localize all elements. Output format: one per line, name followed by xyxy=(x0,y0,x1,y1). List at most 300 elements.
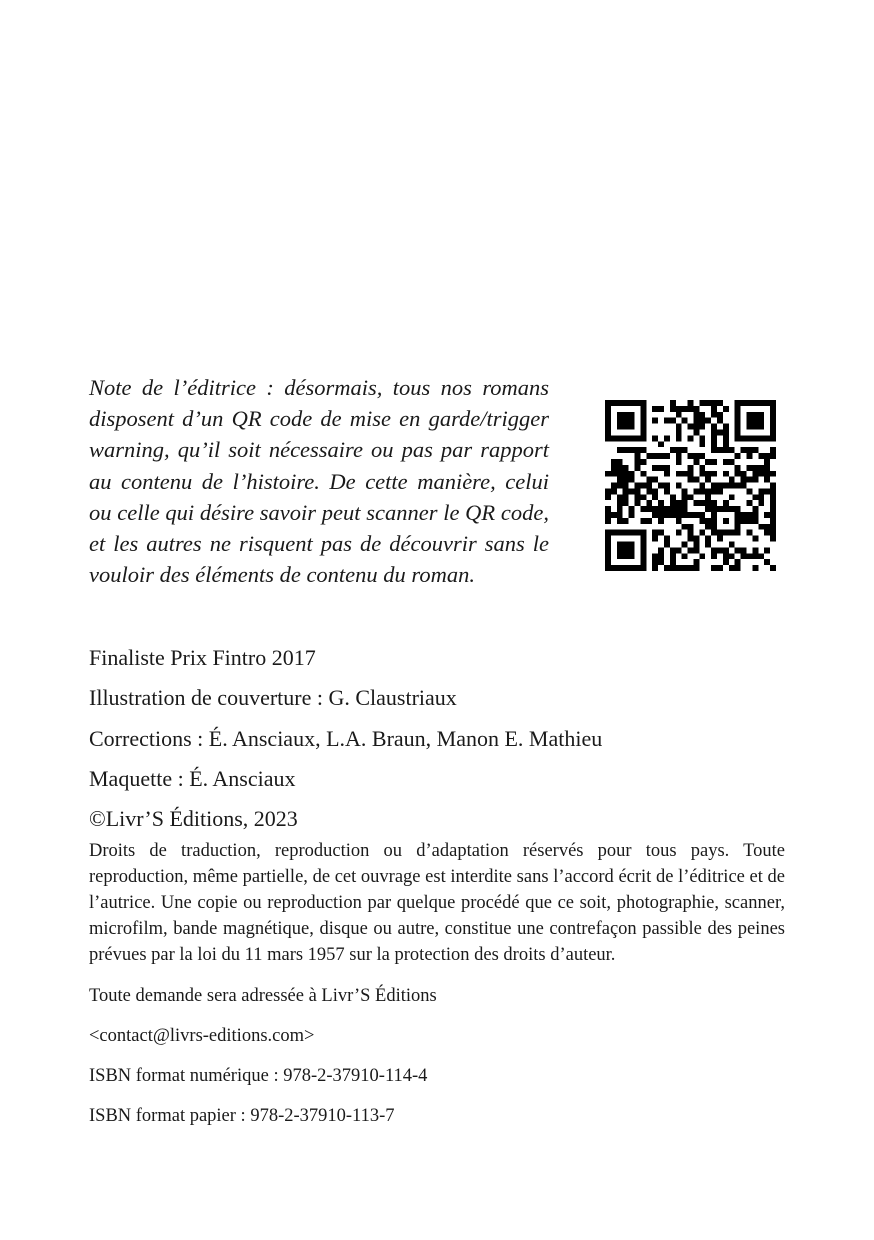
qr-module xyxy=(747,512,753,518)
qr-module xyxy=(717,547,723,553)
qr-module xyxy=(629,542,635,548)
qr-module xyxy=(770,524,776,530)
qr-module xyxy=(617,506,623,512)
qr-module xyxy=(741,512,747,518)
qr-module xyxy=(617,512,623,518)
qr-module xyxy=(617,418,623,424)
qr-module xyxy=(747,412,753,418)
qr-module xyxy=(605,536,611,542)
qr-module xyxy=(705,536,711,542)
qr-module xyxy=(747,447,753,453)
qr-module xyxy=(658,453,664,459)
qr-module xyxy=(623,488,629,494)
qr-module xyxy=(747,453,753,459)
qr-module xyxy=(676,500,682,506)
qr-module xyxy=(617,400,623,406)
qr-module xyxy=(723,530,729,536)
qr-module xyxy=(688,465,694,471)
qr-module xyxy=(747,400,753,406)
qr-module xyxy=(676,429,682,435)
qr-module xyxy=(605,471,611,477)
qr-module xyxy=(729,530,735,536)
qr-module xyxy=(617,494,623,500)
qr-module xyxy=(605,512,611,518)
qr-module xyxy=(682,494,688,500)
qr-module xyxy=(617,530,623,536)
qr-module xyxy=(699,441,705,447)
qr-module xyxy=(699,424,705,430)
qr-module xyxy=(611,435,617,441)
qr-module xyxy=(658,512,664,518)
qr-module xyxy=(605,488,611,494)
qr-module xyxy=(634,530,640,536)
qr-module xyxy=(764,435,770,441)
qr-module xyxy=(629,506,635,512)
qr-module xyxy=(711,412,717,418)
qr-module xyxy=(705,542,711,548)
qr-module xyxy=(758,453,764,459)
qr-module xyxy=(682,506,688,512)
qr-module xyxy=(693,565,699,571)
qr-module xyxy=(670,512,676,518)
qr-module xyxy=(640,536,646,542)
qr-module xyxy=(640,435,646,441)
qr-module xyxy=(711,547,717,553)
qr-module xyxy=(682,447,688,453)
qr-module xyxy=(623,565,629,571)
qr-module xyxy=(699,512,705,518)
qr-module xyxy=(735,406,741,412)
qr-module xyxy=(735,418,741,424)
qr-module xyxy=(699,530,705,536)
qr-module xyxy=(699,471,705,477)
qr-module xyxy=(652,435,658,441)
qr-module xyxy=(752,536,758,542)
qr-module xyxy=(735,506,741,512)
qr-module xyxy=(770,530,776,536)
qr-module xyxy=(605,530,611,536)
qr-module xyxy=(735,471,741,477)
qr-module xyxy=(611,565,617,571)
qr-module xyxy=(676,459,682,465)
qr-module xyxy=(735,530,741,536)
qr-module xyxy=(688,435,694,441)
qr-module xyxy=(752,565,758,571)
qr-module xyxy=(770,400,776,406)
qr-module xyxy=(770,453,776,459)
qr-module xyxy=(629,447,635,453)
qr-module xyxy=(629,488,635,494)
qr-module xyxy=(735,518,741,524)
qr-module xyxy=(676,412,682,418)
qr-module xyxy=(770,536,776,542)
qr-module xyxy=(688,406,694,412)
qr-module xyxy=(676,424,682,430)
qr-module xyxy=(723,435,729,441)
qr-module xyxy=(617,518,623,524)
qr-module xyxy=(693,424,699,430)
qr-module xyxy=(652,512,658,518)
qr-module xyxy=(699,400,705,406)
qr-module xyxy=(670,506,676,512)
qr-module xyxy=(723,500,729,506)
qr-module xyxy=(605,494,611,500)
qr-module xyxy=(752,424,758,430)
request-line: Toute demande sera adressée à Livr’S Éditions xyxy=(89,986,437,1006)
qr-module xyxy=(640,429,646,435)
qr-module xyxy=(747,477,753,483)
qr-module xyxy=(664,536,670,542)
qr-module xyxy=(693,542,699,548)
qr-module xyxy=(770,418,776,424)
qr-module xyxy=(770,412,776,418)
qr-module xyxy=(735,429,741,435)
qr-module xyxy=(764,453,770,459)
qr-module xyxy=(729,447,735,453)
qr-module xyxy=(747,488,753,494)
qr-module xyxy=(617,565,623,571)
qr-module xyxy=(741,477,747,483)
qr-module xyxy=(611,530,617,536)
qr-module xyxy=(752,435,758,441)
qr-module xyxy=(699,553,705,559)
qr-module xyxy=(664,435,670,441)
qr-module xyxy=(670,418,676,424)
qr-module xyxy=(688,512,694,518)
qr-module xyxy=(747,553,753,559)
qr-module xyxy=(711,506,717,512)
qr-module xyxy=(735,400,741,406)
qr-module xyxy=(640,400,646,406)
qr-module xyxy=(764,465,770,471)
qr-module xyxy=(723,424,729,430)
qr-module xyxy=(717,483,723,489)
qr-module xyxy=(634,435,640,441)
qr-module xyxy=(682,418,688,424)
qr-module xyxy=(735,565,741,571)
qr-module xyxy=(729,565,735,571)
qr-module xyxy=(658,518,664,524)
qr-module xyxy=(699,418,705,424)
qr-module xyxy=(670,565,676,571)
qr-module xyxy=(741,553,747,559)
qr-module xyxy=(752,512,758,518)
qr-module xyxy=(717,506,723,512)
qr-module xyxy=(764,524,770,530)
qr-module xyxy=(764,547,770,553)
qr-module xyxy=(752,447,758,453)
qr-module xyxy=(623,500,629,506)
qr-module xyxy=(634,488,640,494)
qr-module xyxy=(611,512,617,518)
qr-module xyxy=(747,435,753,441)
qr-module xyxy=(676,547,682,553)
qr-module xyxy=(699,412,705,418)
qr-module xyxy=(676,453,682,459)
qr-module xyxy=(640,547,646,553)
qr-module xyxy=(605,542,611,548)
qr-module xyxy=(658,553,664,559)
qr-module xyxy=(752,477,758,483)
qr-module xyxy=(693,406,699,412)
copyright-line: ©Livr’S Éditions, 2023 xyxy=(89,806,298,832)
qr-module xyxy=(688,477,694,483)
qr-module xyxy=(688,400,694,406)
qr-module xyxy=(605,424,611,430)
qr-module xyxy=(640,412,646,418)
award-line: Finaliste Prix Fintro 2017 xyxy=(89,645,316,670)
qr-module xyxy=(723,518,729,524)
qr-module xyxy=(758,412,764,418)
corrections-line: Corrections : É. Ansciaux, L.A. Braun, Manon E. Mathieu xyxy=(89,725,603,751)
isbn-digital-line: ISBN format numérique : 978-2-37910-114-4 xyxy=(89,1066,428,1086)
qr-module xyxy=(699,500,705,506)
qr-module xyxy=(658,441,664,447)
qr-module xyxy=(682,542,688,548)
qr-module xyxy=(652,553,658,559)
qr-module xyxy=(711,524,717,530)
qr-module xyxy=(629,471,635,477)
qr-module xyxy=(623,424,629,430)
qr-module xyxy=(629,565,635,571)
qr-module xyxy=(711,471,717,477)
qr-module xyxy=(676,506,682,512)
qr-module xyxy=(629,530,635,536)
qr-module xyxy=(652,418,658,424)
qr-module xyxy=(617,542,623,548)
qr-module xyxy=(658,530,664,536)
qr-module xyxy=(752,412,758,418)
qr-module xyxy=(623,483,629,489)
qr-module xyxy=(711,441,717,447)
qr-module xyxy=(676,471,682,477)
qr-module xyxy=(617,471,623,477)
qr-module xyxy=(623,542,629,548)
qr-module xyxy=(623,494,629,500)
qr-module xyxy=(735,559,741,565)
qr-module xyxy=(640,530,646,536)
cover-illustration-line: Illustration de couverture : G. Claustriaux xyxy=(89,685,457,711)
qr-module xyxy=(634,400,640,406)
qr-module xyxy=(729,459,735,465)
qr-module xyxy=(699,435,705,441)
qr-module xyxy=(670,494,676,500)
qr-module xyxy=(676,435,682,441)
qr-module xyxy=(652,453,658,459)
qr-module xyxy=(664,565,670,571)
qr-module xyxy=(676,530,682,536)
qr-module xyxy=(682,512,688,518)
qr-module xyxy=(623,412,629,418)
qr-module xyxy=(617,483,623,489)
qr-module xyxy=(611,465,617,471)
qr-module xyxy=(634,500,640,506)
qr-module xyxy=(770,429,776,435)
qr-module xyxy=(764,512,770,518)
qr-module xyxy=(605,400,611,406)
qr-module xyxy=(623,471,629,477)
qr-module xyxy=(693,453,699,459)
qr-module xyxy=(717,412,723,418)
qr-module xyxy=(658,506,664,512)
qr-module xyxy=(711,406,717,412)
qr-module xyxy=(717,536,723,542)
qr-module xyxy=(729,553,735,559)
qr-module xyxy=(617,447,623,453)
qr-module xyxy=(611,488,617,494)
qr-module xyxy=(682,406,688,412)
qr-module xyxy=(652,506,658,512)
qr-module xyxy=(752,553,758,559)
qr-module xyxy=(658,406,664,412)
qr-module xyxy=(770,494,776,500)
qr-module xyxy=(629,477,635,483)
qr-module xyxy=(717,400,723,406)
qr-module xyxy=(688,471,694,477)
qr-module xyxy=(640,471,646,477)
qr-module xyxy=(688,453,694,459)
qr-module xyxy=(705,459,711,465)
qr-module xyxy=(711,500,717,506)
qr-module xyxy=(646,500,652,506)
qr-module xyxy=(629,424,635,430)
qr-module xyxy=(705,518,711,524)
qr-module xyxy=(705,524,711,530)
qr-module xyxy=(611,483,617,489)
qr-module xyxy=(617,435,623,441)
qr-module xyxy=(693,412,699,418)
qr-module xyxy=(670,447,676,453)
qr-module xyxy=(699,453,705,459)
qr-module xyxy=(623,553,629,559)
qr-module xyxy=(640,494,646,500)
qr-module xyxy=(711,518,717,524)
qr-module xyxy=(717,565,723,571)
qr-module xyxy=(682,553,688,559)
qr-module xyxy=(770,512,776,518)
qr-module xyxy=(705,471,711,477)
qr-module xyxy=(688,536,694,542)
qr-module xyxy=(711,553,717,559)
qr-module xyxy=(752,400,758,406)
qr-module xyxy=(729,494,735,500)
qr-code-graphic xyxy=(605,400,776,571)
qr-module xyxy=(634,483,640,489)
qr-module xyxy=(752,465,758,471)
qr-module xyxy=(652,494,658,500)
qr-module xyxy=(682,565,688,571)
qr-module xyxy=(640,447,646,453)
qr-module xyxy=(640,518,646,524)
qr-module xyxy=(688,524,694,530)
qr-module xyxy=(623,547,629,553)
qr-module xyxy=(723,547,729,553)
qr-module xyxy=(723,447,729,453)
qr-module xyxy=(617,477,623,483)
qr-module xyxy=(711,424,717,430)
qr-module xyxy=(646,453,652,459)
qr-module xyxy=(711,400,717,406)
qr-module xyxy=(652,477,658,483)
qr-module xyxy=(693,488,699,494)
qr-module xyxy=(723,441,729,447)
qr-module xyxy=(699,465,705,471)
qr-module xyxy=(693,512,699,518)
qr-module xyxy=(693,500,699,506)
rights-paragraph: Droits de traduction, reproduction ou d’adaptation réservés pour tous pays. Toute reproduction, même partielle, de cet ouvrage est interdite sans l’accord écrit de l’éditrice et de l’autrice. Une copie ou reproduction par quelque procédé que ce soit, photographie, scanner, microfilm, bande magnétique, disque ou autre, constitue une contrefaçon passible des peines prévues par la loi du 11 mars 1957 sur la protection des droits d’auteur. xyxy=(89,841,785,965)
qr-module xyxy=(646,483,652,489)
qr-module xyxy=(735,412,741,418)
qr-module xyxy=(640,406,646,412)
qr-module xyxy=(711,565,717,571)
qr-module xyxy=(658,500,664,506)
qr-module xyxy=(676,565,682,571)
qr-module xyxy=(676,512,682,518)
qr-module xyxy=(764,459,770,465)
qr-module xyxy=(752,506,758,512)
qr-module xyxy=(623,418,629,424)
qr-module xyxy=(646,506,652,512)
qr-module xyxy=(752,471,758,477)
qr-module xyxy=(747,465,753,471)
qr-module xyxy=(640,424,646,430)
qr-module xyxy=(711,488,717,494)
qr-module xyxy=(629,512,635,518)
qr-module xyxy=(741,447,747,453)
qr-module xyxy=(770,518,776,524)
qr-module xyxy=(658,559,664,565)
credits-block xyxy=(89,638,789,839)
qr-module xyxy=(693,418,699,424)
qr-module xyxy=(764,488,770,494)
qr-module xyxy=(735,512,741,518)
qr-module xyxy=(723,406,729,412)
qr-module xyxy=(699,518,705,524)
qr-module xyxy=(658,547,664,553)
qr-module xyxy=(764,559,770,565)
qr-module xyxy=(717,447,723,453)
qr-module xyxy=(729,542,735,548)
qr-module xyxy=(640,553,646,559)
qr-module xyxy=(605,565,611,571)
qr-module xyxy=(735,435,741,441)
qr-module xyxy=(629,553,635,559)
qr-code-icon[interactable] xyxy=(605,400,776,571)
qr-module xyxy=(634,565,640,571)
qr-module xyxy=(617,412,623,418)
qr-module xyxy=(629,547,635,553)
qr-module xyxy=(611,400,617,406)
qr-module xyxy=(693,536,699,542)
qr-module xyxy=(770,565,776,571)
qr-module xyxy=(688,547,694,553)
qr-module xyxy=(640,506,646,512)
qr-module xyxy=(711,512,717,518)
qr-module xyxy=(705,506,711,512)
qr-module xyxy=(664,418,670,424)
qr-module xyxy=(764,471,770,477)
qr-module xyxy=(652,536,658,542)
qr-module xyxy=(682,488,688,494)
qr-module xyxy=(693,459,699,465)
qr-module xyxy=(770,500,776,506)
qr-module xyxy=(741,547,747,553)
contact-email: <contact@livrs-editions.com> xyxy=(89,1026,315,1046)
qr-module xyxy=(717,429,723,435)
qr-module xyxy=(623,400,629,406)
qr-module xyxy=(770,488,776,494)
qr-module xyxy=(605,518,611,524)
